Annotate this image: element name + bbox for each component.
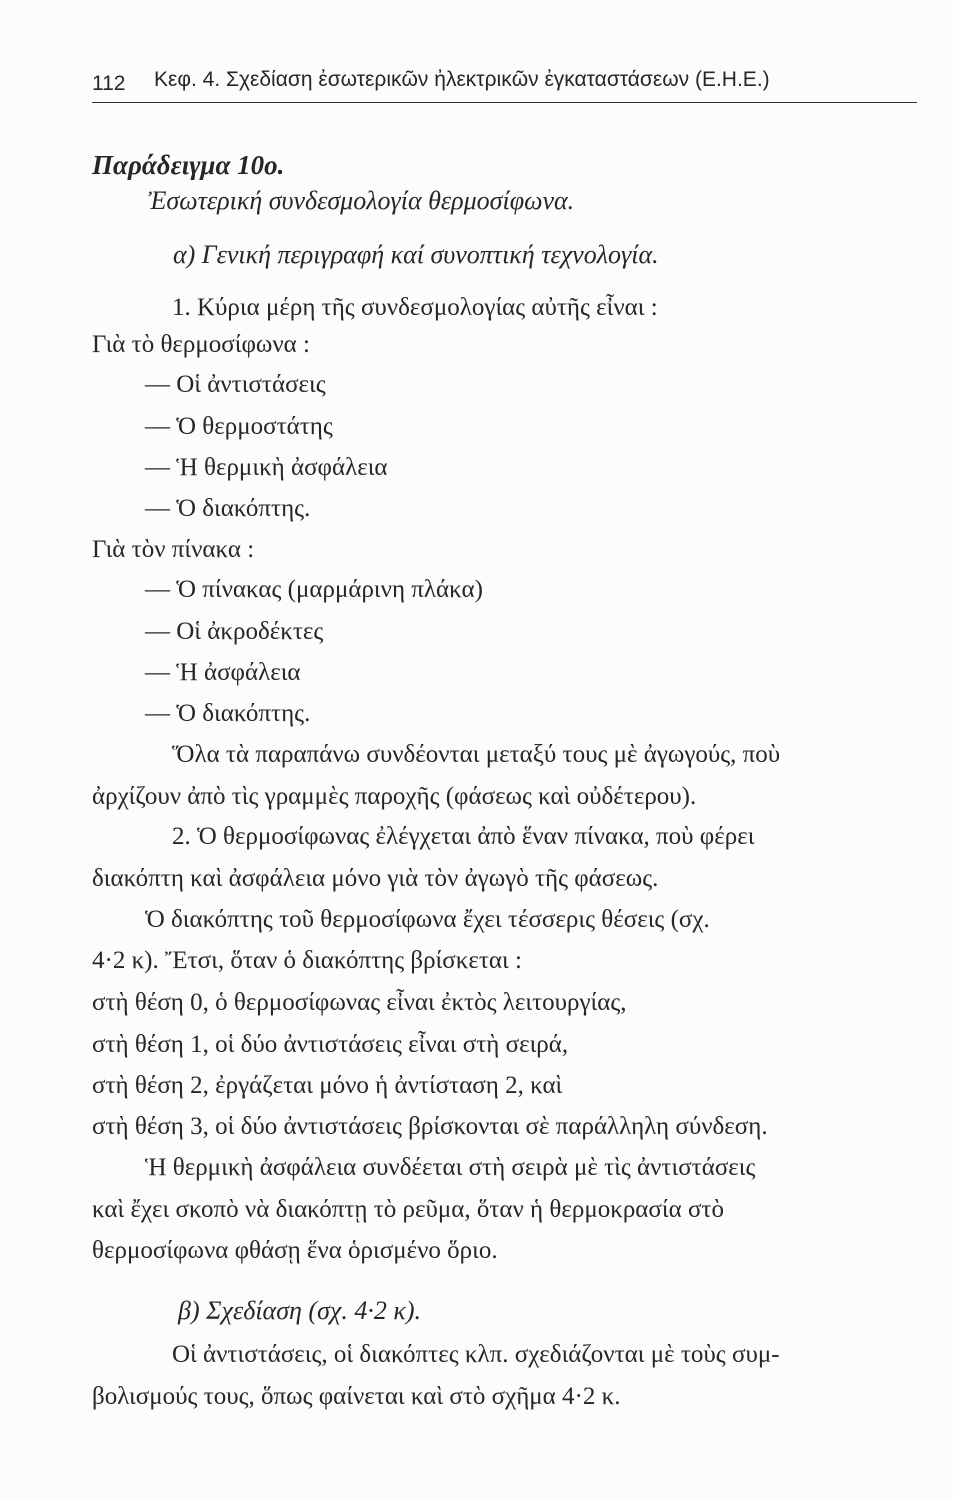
section-a-heading: α) Γενική περιγραφή καί συνοπτική τεχνολογία.	[173, 240, 659, 269]
list-item: — Ὁ διακόπτης.	[145, 495, 311, 522]
list-item: — Ὁ διακόπτης.	[145, 700, 311, 727]
page-header	[92, 68, 917, 103]
body-line: βολισμούς τους, ὅπως φαίνεται καὶ στὸ σχῆμα 4·2 κ.	[92, 1383, 621, 1410]
section-b-heading: β) Σχεδίαση (σχ. 4·2 κ).	[178, 1296, 421, 1325]
body-line: θερμοσίφωνα φθάσῃ ἕνα ὁρισμένο ὅριο.	[92, 1237, 498, 1264]
body-line: 4·2 κ). Ἔτσι, ὅταν ὁ διακόπτης βρίσκεται :	[92, 947, 522, 974]
body-line: στὴ θέση 1, οἱ δύο ἀντιστάσεις εἶναι στὴ σειρά,	[92, 1031, 569, 1058]
body-line: Γιὰ τὸ θερμοσίφωνα :	[92, 331, 310, 358]
body-line: Οἱ ἀντιστάσεις, οἱ διακόπτες κλπ. σχεδιάζονται μὲ τοὺς συμ-	[172, 1341, 780, 1368]
body-line: στὴ θέση 2, ἐργάζεται μόνο ἡ ἀντίσταση 2, καὶ	[92, 1072, 563, 1099]
example-title: Ἐσωτερική συνδεσμολογία θερμοσίφωνα.	[148, 186, 575, 215]
body-line: Γιὰ τὸν πίνακα :	[92, 536, 255, 563]
page-number: 112	[92, 72, 126, 95]
body-line: διακόπτη καὶ ἀσφάλεια μόνο γιὰ τὸν ἀγωγὸ τῆς φάσεως.	[92, 865, 659, 892]
body-line: 2. Ὁ θερμοσίφωνας ἐλέγχεται ἀπὸ ἕναν πίνακα, ποὺ φέρει	[172, 823, 755, 850]
list-item: — Οἱ ἀντιστάσεις	[145, 371, 326, 398]
body-line: στὴ θέση 0, ὁ θερμοσίφωνας εἶναι ἐκτὸς λειτουργίας,	[92, 989, 627, 1016]
body-line: ἀρχίζουν ἀπὸ τὶς γραμμὲς παροχῆς (φάσεως καὶ οὐδέτερου).	[92, 783, 697, 810]
chapter-title: Κεφ. 4. Σχεδίαση ἐσωτερικῶν ἠλεκτρικῶν ἐγκαταστάσεων (Ε.Η.Ε.)	[154, 68, 770, 91]
list-item: — Ἡ θερμικὴ ἀσφάλεια	[145, 454, 388, 481]
list-item: — Ἡ ἀσφάλεια	[145, 659, 301, 686]
body-line: στὴ θέση 3, οἱ δύο ἀντιστάσεις βρίσκονται σὲ παράλληλη σύνδεση.	[92, 1113, 768, 1140]
list-item: — Ὁ πίνακας (μαρμάρινη πλάκα)	[145, 576, 483, 603]
body-line: Ὅλα τὰ παραπάνω συνδέονται μεταξύ τους μὲ ἀγωγούς, ποὺ	[172, 741, 781, 768]
body-line: Ὁ διακόπτης τοῦ θερμοσίφωνα ἔχει τέσσερις θέσεις (σχ.	[145, 906, 710, 933]
body-line: 1. Κύρια μέρη τῆς συνδεσμολογίας αὐτῆς εἶναι :	[172, 294, 658, 321]
body-line: καὶ ἔχει σκοπὸ νὰ διακόπτῃ τὸ ρεῦμα, ὅταν ἡ θερμοκρασία στὸ	[92, 1196, 724, 1223]
body-line: Ἡ θερμικὴ ἀσφάλεια συνδέεται στὴ σειρὰ μὲ τὶς ἀντιστάσεις	[145, 1154, 756, 1181]
example-heading: Παράδειγμα 10ο.	[92, 150, 285, 180]
list-item: — Οἱ ἀκροδέκτες	[145, 618, 324, 645]
list-item: — Ὁ θερμοστάτης	[145, 413, 333, 440]
